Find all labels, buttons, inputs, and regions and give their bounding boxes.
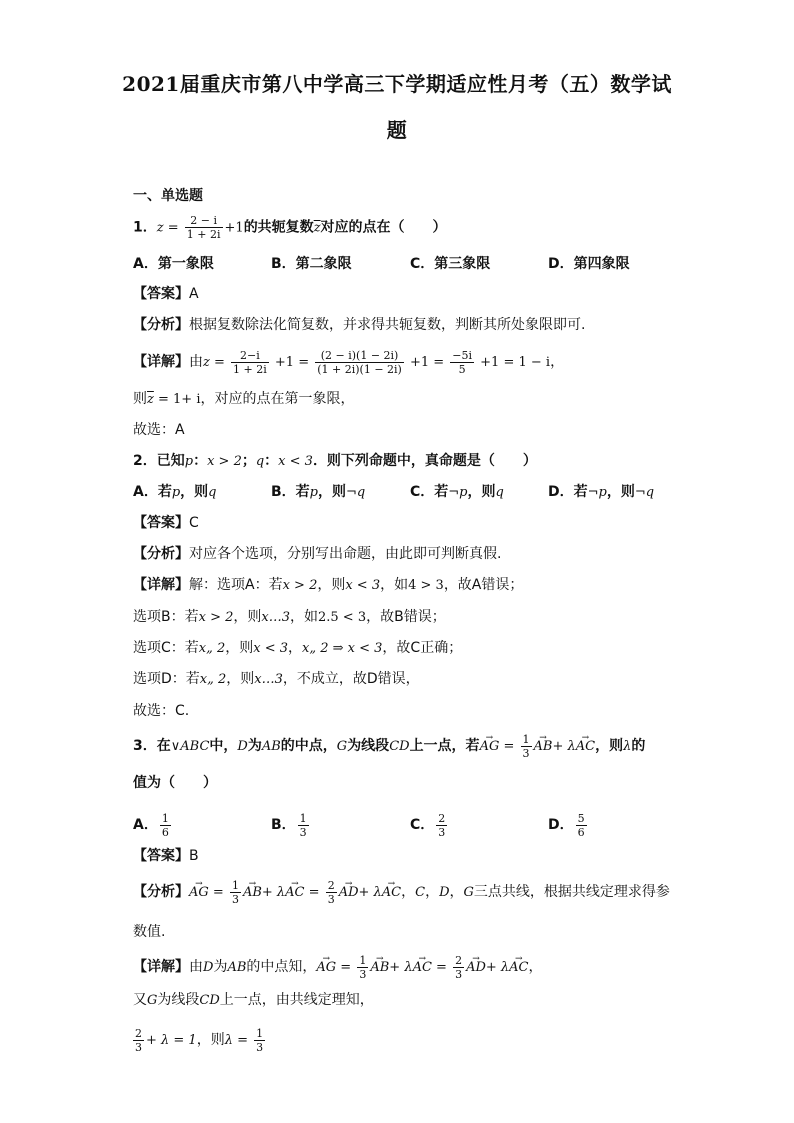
q3-l2-CD: CD	[199, 993, 220, 1008]
q3-s3: 为	[247, 738, 262, 754]
q3-opt-d-num: 5	[577, 811, 585, 825]
section-heading: 一、单选题	[133, 188, 203, 204]
analysis-tag: 【分析】	[133, 884, 189, 900]
q3-an-AB: → AB	[243, 877, 262, 909]
q1-frac-den: 1 + 2i	[186, 228, 221, 241]
q3-l3-b: ，则	[196, 1032, 225, 1048]
q3-stem-line2: 值为（ ）	[133, 775, 217, 791]
q1-frac-num: 2 − i	[190, 214, 218, 227]
q2-cm3: x„ 2 ⇒ x < 3	[302, 641, 383, 656]
q3-s1: 在	[156, 738, 171, 754]
q3-an-AC: → AC	[285, 877, 304, 909]
q2-opt-b-mid: ，则	[318, 484, 346, 500]
q3-D: D	[237, 739, 248, 754]
q1-conj-z: $\overline{z}$	[147, 392, 154, 407]
analysis-tag: 【分析】	[133, 317, 189, 333]
q2-c3: ，	[288, 640, 303, 656]
page-title-line1: 2021届重庆市第八中学高三下学期适应性月考（五）数学试	[122, 72, 672, 96]
q2-option-c	[410, 482, 504, 503]
q3-opt-c-num: 2	[438, 811, 446, 825]
q2-bm2: x…3	[261, 610, 290, 625]
q1-z: z	[156, 220, 164, 236]
q1-fraction	[185, 214, 223, 241]
q2-dam3: 4 > 3	[408, 578, 444, 593]
q2-opt-c-mid: ，则	[467, 484, 496, 500]
q3-plus-lambda: + λ	[552, 739, 576, 754]
q2-bm1: x > 2	[198, 610, 234, 625]
q2-stem-b: ．则下列命题中，真命题是（ ）	[312, 453, 537, 469]
q3-detail-line2	[133, 990, 374, 1011]
q3-opt-d-label: D．	[548, 817, 574, 833]
q3-de-frac1	[357, 954, 368, 981]
q2-da3: ，如	[380, 577, 409, 593]
q3-detail-line3	[133, 1023, 267, 1058]
q2-detail-c	[133, 638, 462, 659]
q3-opt-b-frac	[298, 812, 309, 839]
q1-choose: 故选：A	[133, 422, 185, 438]
q2-answer-value: C	[189, 515, 199, 531]
q2-opt-c-v2: q	[495, 485, 504, 500]
q3-de-D: D	[203, 960, 214, 975]
q2-q: q	[255, 454, 265, 469]
detail-tag: 【详解】	[133, 959, 189, 975]
q3-de-f1n: 1	[359, 953, 367, 967]
q2-stem	[133, 451, 537, 472]
q3-l3-f2d: 3	[256, 1040, 264, 1054]
q3-l3-frac2	[254, 1027, 265, 1054]
q3-l3-fd: 3	[135, 1040, 142, 1054]
q1-answer	[133, 284, 199, 304]
q1-option-a: A．第一象限	[133, 256, 214, 272]
q2-c4: ，故C正确；	[382, 640, 463, 656]
q2-dam2: x < 3	[345, 578, 381, 593]
q2-sep: ；	[241, 453, 256, 469]
q3-answer-value: B	[189, 848, 199, 864]
q2-da4: ，故A错误；	[443, 577, 524, 593]
q2-number: 2．	[133, 453, 157, 469]
q3-de1: 由	[189, 959, 203, 975]
q1-detail-frac1	[231, 349, 269, 376]
q1-detail-frac2-den: (1 + 2i)(1 − 2i)	[317, 362, 402, 376]
q1-detail-p2: +1 =	[405, 355, 449, 370]
q3-opt-d-frac	[576, 812, 587, 839]
q3-de-AB: AB	[227, 960, 247, 975]
q3-an-D: D	[439, 885, 450, 900]
q3-an-t3: ，	[449, 884, 464, 900]
q3-an-frac1	[230, 879, 241, 906]
q3-an-C: C	[415, 885, 426, 900]
q3-de-AC: → AC	[413, 952, 432, 984]
q1-detail-frac3	[450, 349, 474, 376]
q1-conj-pre: 则	[133, 391, 147, 407]
q2-c2: ，则	[225, 640, 254, 656]
q1-option-d: D．第四象限	[548, 256, 630, 272]
q1-detail-frac1-num: 2−i	[240, 348, 260, 362]
q1-zbar: $\overline{z}$	[313, 220, 321, 236]
q2-dam1: x > 2	[282, 578, 318, 593]
q3-de-f1d: 3	[359, 967, 367, 981]
q3-an-t4: 三点共线，根据共线定理求得参	[473, 884, 670, 900]
q3-an-p2: + λ	[358, 885, 382, 900]
q1-detail	[133, 347, 564, 378]
q3-opt-b-label: B．	[271, 817, 296, 833]
q2-d3: ，不成立，故D错误，	[282, 671, 420, 687]
q3-an-G: G	[463, 885, 474, 900]
q2-option-b	[271, 482, 365, 503]
q2-c1: 选项C：若	[133, 640, 199, 656]
q2-pcond: x > 2	[207, 454, 242, 469]
q3-opt-a-den: 6	[161, 825, 169, 839]
q3-opt-c-frac	[436, 812, 447, 839]
q2-opt-d-v2: ¬q	[634, 485, 655, 500]
q3-number: 3．	[133, 738, 157, 754]
q2-d1: 选项D：若	[133, 671, 200, 687]
q2-p: p	[184, 454, 194, 469]
q2-opt-a-label: A．若	[133, 484, 172, 500]
q3-opt-d-den: 6	[577, 825, 585, 839]
q1-option-c: C．第三象限	[410, 256, 491, 272]
q2-b1: 选项B：若	[133, 609, 199, 625]
q2-opt-c-v1: ¬p	[448, 485, 468, 500]
q3-de-p2: + λ	[485, 960, 510, 975]
q3-s2: 中，	[209, 738, 238, 754]
q2-choose: 故选：C.	[133, 703, 190, 719]
q3-frac	[521, 733, 532, 760]
q3-de4: ，	[528, 959, 543, 975]
q3-lambda: λ	[623, 739, 632, 754]
q1-detail-frac2-num: (2 − i)(1 − 2i)	[320, 348, 399, 362]
q2-analysis-text: 对应各个选项，分别写出命题，由此即可判断真假.	[189, 546, 502, 562]
q3-option-b	[271, 807, 311, 843]
q2-opt-c-label: C．若	[410, 484, 449, 500]
q3-AB: AB	[261, 739, 281, 754]
q3-de-AG: → AG	[316, 952, 336, 984]
q3-an-AC2: → AC	[382, 877, 401, 909]
q3-de-AB2: → AB	[370, 952, 389, 984]
q3-l2b: 为线段	[157, 992, 200, 1008]
q2-b3: ，如	[289, 609, 318, 625]
q3-frac-num: 1	[522, 732, 530, 746]
q3-s8: 的	[631, 738, 646, 754]
q2-da2: ，则	[317, 577, 346, 593]
q3-s5: 为线段	[347, 738, 390, 754]
q2-opt-b-v2: ¬q	[346, 485, 366, 500]
answer-tag: 【答案】	[133, 286, 189, 302]
q3-l2-G: G	[147, 993, 158, 1008]
q3-frac-den: 3	[522, 746, 530, 760]
q1-conjugate	[133, 389, 354, 410]
q3-an-AG: → AG	[189, 877, 209, 909]
q3-l3-f2n: 1	[256, 1026, 264, 1040]
q2-option-d	[548, 482, 654, 503]
q1-detail-eq1: =	[209, 355, 230, 370]
q3-de3: 的中点知，	[246, 959, 317, 975]
q3-opt-c-den: 3	[438, 825, 446, 839]
q2-opt-a-mid: ，则	[180, 484, 209, 500]
q2-opt-a-v1: p	[171, 485, 181, 500]
q2-b4: ，故B错误；	[366, 609, 446, 625]
answer-tag: 【答案】	[133, 515, 189, 531]
q3-s6: 上一点，若	[409, 738, 480, 754]
q3-triangle: ∨ABC	[170, 739, 210, 754]
q3-s4: 的中点，	[280, 738, 337, 754]
q3-detail	[133, 951, 543, 984]
q2-qcond: x < 3	[278, 454, 313, 469]
q3-an-t2: ，	[425, 884, 440, 900]
page-title-line2: 题	[386, 118, 408, 142]
q3-de2: 为	[213, 959, 228, 975]
q1-analysis-text: 根据复数除法化简复数，并求得共轭复数，判断其所处象限即可.	[189, 317, 586, 333]
q3-de-eq2: =	[431, 960, 452, 975]
q2-da1: 解：选项A：若	[189, 577, 283, 593]
q3-an-f2d: 3	[327, 892, 335, 906]
q3-opt-a-num: 1	[161, 811, 169, 825]
q3-vec-AB: → AB	[534, 732, 553, 762]
q3-analysis	[133, 876, 670, 909]
q2-detail-a	[133, 575, 523, 596]
q3-opt-a-label: A．	[133, 817, 158, 833]
q3-stem	[133, 731, 645, 762]
q1-analysis	[133, 315, 585, 335]
q3-l2c: 上一点，由共线定理知，	[219, 992, 374, 1008]
q3-l3-c: λ =	[224, 1033, 253, 1048]
q3-answer	[133, 846, 199, 866]
q2-option-a	[133, 482, 217, 503]
q3-an-f1n: 1	[231, 878, 239, 892]
q2-opt-b-v1: p	[309, 485, 318, 500]
analysis-tag: 【分析】	[133, 546, 189, 562]
q1-detail-frac3-num: −5i	[452, 348, 473, 362]
q3-de-f2n: 2	[455, 953, 463, 967]
q3-an-f2n: 2	[327, 878, 335, 892]
q3-l3-a: + λ = 1	[146, 1033, 197, 1048]
q3-l2a: 又	[133, 992, 147, 1008]
q1-detail-z: z	[203, 355, 210, 370]
q3-an-frac2	[326, 879, 337, 906]
q2-dm1: x„ 2	[199, 672, 227, 687]
q3-de-eq1: =	[336, 960, 356, 975]
q1-eq: =	[163, 220, 183, 236]
q3-l3-frac1	[133, 1027, 144, 1054]
q3-option-d	[548, 807, 589, 843]
q2-colon1: ：	[193, 453, 208, 469]
q3-CD: CD	[389, 739, 410, 754]
q1-detail-frac3-den: 5	[450, 362, 474, 376]
q2-opt-b-label: B．若	[271, 484, 310, 500]
q2-colon2: ：	[264, 453, 279, 469]
q3-an-t1: ，	[401, 884, 416, 900]
q3-option-c	[410, 807, 449, 843]
q2-cm1: x„ 2	[198, 641, 226, 656]
q3-vec-AC: → AC	[576, 732, 595, 762]
q3-an-eq2: =	[304, 885, 324, 900]
q3-opt-b-num: 1	[299, 811, 307, 825]
q2-stem-a: 已知	[156, 453, 185, 469]
q2-b2: ，则	[233, 609, 262, 625]
q2-detail-d	[133, 669, 420, 690]
q3-an-f1d: 3	[231, 892, 239, 906]
q3-eq: =	[499, 739, 519, 754]
q1-detail-end: ，	[550, 354, 565, 370]
q1-conj-val: = 1+ i	[153, 392, 201, 407]
q3-de-f2d: 3	[455, 967, 463, 981]
q3-an-eq1: =	[208, 885, 228, 900]
q3-s7: ，则	[595, 738, 624, 754]
q2-cm2: x < 3	[253, 641, 289, 656]
q1-stem	[133, 214, 447, 241]
q2-bm3: 2.5 < 3	[317, 610, 367, 625]
answer-tag: 【答案】	[133, 848, 189, 864]
detail-tag: 【详解】	[133, 354, 189, 370]
q2-opt-a-v2: q	[208, 485, 217, 500]
q3-an-AD: → AD	[339, 877, 359, 909]
detail-tag: 【详解】	[133, 577, 189, 593]
q1-text-a: 的共轭复数	[243, 219, 314, 236]
q2-dm2: x…3	[254, 672, 283, 687]
q3-opt-a-frac	[160, 812, 171, 839]
q3-G: G	[336, 739, 348, 754]
q3-analysis-line2: 数值.	[133, 924, 166, 940]
q2-opt-d-label: D．若	[548, 484, 588, 500]
q3-de-frac2	[453, 954, 464, 981]
q2-detail-b	[133, 607, 446, 628]
q2-opt-d-mid: ，则	[606, 484, 635, 500]
q3-opt-b-den: 3	[299, 825, 307, 839]
q1-tail: +1	[224, 220, 244, 236]
q3-opt-c-label: C．	[410, 817, 435, 833]
q1-option-b: B．第二象限	[271, 256, 352, 272]
q3-de-AD: → AD	[466, 952, 486, 984]
q1-number: 1．	[133, 219, 157, 236]
q3-vec-AG: → AG	[480, 732, 500, 762]
q1-detail-p1: +1 =	[270, 355, 314, 370]
q2-answer	[133, 513, 199, 533]
q1-text-b: 对应的点在（ ）	[320, 219, 447, 236]
q2-d2: ，则	[226, 671, 255, 687]
q1-answer-value: A	[189, 286, 199, 302]
q1-detail-pre: 由	[189, 354, 203, 370]
q2-opt-d-v1: ¬p	[587, 485, 607, 500]
q3-de-p1: + λ	[389, 960, 413, 975]
q1-conj-post: ，对应的点在第一象限，	[200, 391, 355, 407]
q1-detail-frac1-den: 1 + 2i	[233, 362, 267, 376]
q1-detail-frac2	[315, 349, 404, 376]
q1-detail-p3: +1 = 1 − i	[476, 355, 551, 370]
q3-an-p1: + λ	[261, 885, 286, 900]
q3-de-AC2: → AC	[509, 952, 528, 984]
q2-analysis	[133, 544, 501, 564]
q3-l3-fn: 2	[135, 1026, 142, 1040]
q3-option-a	[133, 807, 173, 843]
